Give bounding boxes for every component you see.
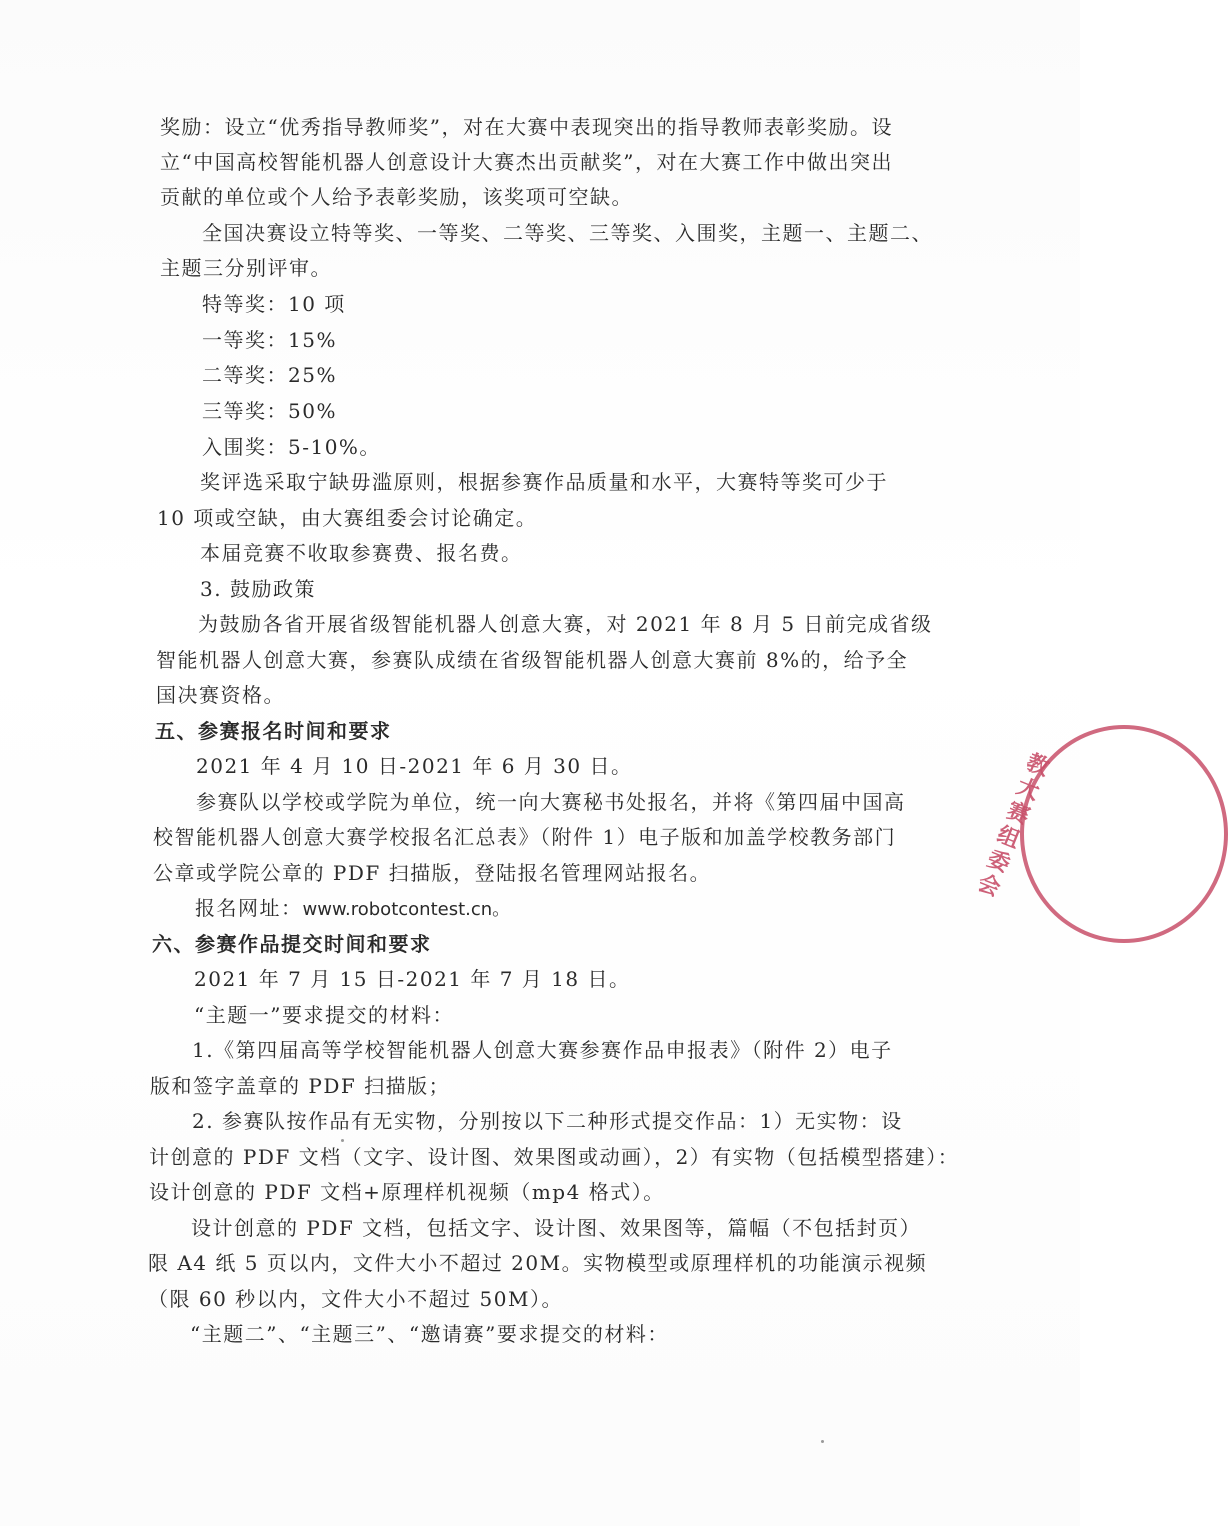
text-line: 1.《第四届高等学校智能机器人创意大赛参赛作品申报表》（附件 2）电子 bbox=[192, 1038, 893, 1062]
text-line: 一等奖：15% bbox=[202, 328, 337, 352]
text-line: “主题二”、“主题三”、“邀请赛”要求提交的材料： bbox=[190, 1322, 669, 1346]
text-line: 为鼓励各省开展省级智能机器人创意大赛，对 2021 年 8 月 5 日前完成省级 bbox=[198, 612, 933, 636]
text-line: 本届竞赛不收取参赛费、报名费。 bbox=[200, 541, 523, 565]
section-heading: 六、参赛作品提交时间和要求 bbox=[152, 932, 432, 956]
text-line: 主题三分别评审。 bbox=[160, 256, 332, 280]
text-line: 2021 年 4 月 10 日-2021 年 6 月 30 日。 bbox=[196, 754, 633, 778]
registration-url-line bbox=[195, 893, 510, 925]
scan-speck bbox=[821, 1440, 824, 1443]
text-line: 贡献的单位或个人给予表彰奖励，该奖项可空缺。 bbox=[160, 185, 633, 209]
text-line: 公章或学院公章的 PDF 扫描版，登陆报名管理网站报名。 bbox=[153, 861, 712, 885]
text-line: 奖评选采取宁缺毋滥原则，根据参赛作品质量和水平，大赛特等奖可少于 bbox=[200, 470, 888, 494]
section-heading: 五、参赛报名时间和要求 bbox=[155, 719, 392, 743]
text-line: 2021 年 7 月 15 日-2021 年 7 月 18 日。 bbox=[194, 967, 631, 991]
text-line: 10 项或空缺，由大赛组委会讨论确定。 bbox=[157, 506, 538, 530]
text-line: “主题一”要求提交的材料： bbox=[194, 1003, 454, 1027]
text-line: 智能机器人创意大赛，参赛队成绩在省级智能机器人创意大赛前 8%的，给予全 bbox=[156, 648, 909, 672]
text-line: 奖励：设立“优秀指导教师奖”，对在大赛中表现突出的指导教师表彰奖励。设 bbox=[160, 115, 893, 139]
text-line: 全国决赛设立特等奖、一等奖、二等奖、三等奖、入围奖，主题一、主题二、 bbox=[202, 221, 933, 245]
text-line: 版和签字盖章的 PDF 扫描版； bbox=[150, 1074, 451, 1098]
text-line: 参赛队以学校或学院为单位，统一向大赛秘书处报名，并将《第四届中国高 bbox=[196, 790, 906, 814]
text-line: 校智能机器人创意大赛学校报名汇总表》（附件 1）电子版和加盖学校教务部门 bbox=[153, 825, 897, 849]
registration-url: www.robotcontest.cn。 bbox=[302, 899, 511, 920]
text-line: 3. 鼓励政策 bbox=[200, 577, 316, 601]
text-line: （限 60 秒以内，文件大小不超过 50M）。 bbox=[148, 1287, 563, 1311]
text-line: 设计创意的 PDF 文档+原理样机视频（mp4 格式）。 bbox=[149, 1180, 665, 1204]
seal-text: 教大赛组委会 bbox=[973, 750, 1053, 902]
text-line: 国决赛资格。 bbox=[156, 683, 285, 707]
text-line: 设计创意的 PDF 文档，包括文字、设计图、效果图等，篇幅（不包括封页） bbox=[191, 1216, 922, 1240]
text-line: 特等奖：10 项 bbox=[202, 292, 346, 316]
scan-speck bbox=[341, 1139, 344, 1142]
text-line: 计创意的 PDF 文档（文字、设计图、效果图或动画），2）有实物（包括模型搭建）： bbox=[149, 1145, 960, 1169]
url-label: 报名网址： bbox=[195, 896, 303, 920]
text-line: 三等奖：50% bbox=[202, 399, 337, 423]
text-line: 二等奖：25% bbox=[202, 363, 337, 387]
text-line: 立“中国高校智能机器人创意设计大赛杰出贡献奖”，对在大赛工作中做出突出 bbox=[160, 150, 893, 174]
official-seal bbox=[973, 720, 1090, 950]
text-line: 限 A4 纸 5 页以内，文件大小不超过 20M。实物模型或原理样机的功能演示视频 bbox=[148, 1251, 928, 1275]
text-line: 2. 参赛队按作品有无实物，分别按以下二种形式提交作品：1）无实物：设 bbox=[192, 1109, 903, 1133]
text-line: 入围奖：5-10%。 bbox=[202, 435, 381, 459]
